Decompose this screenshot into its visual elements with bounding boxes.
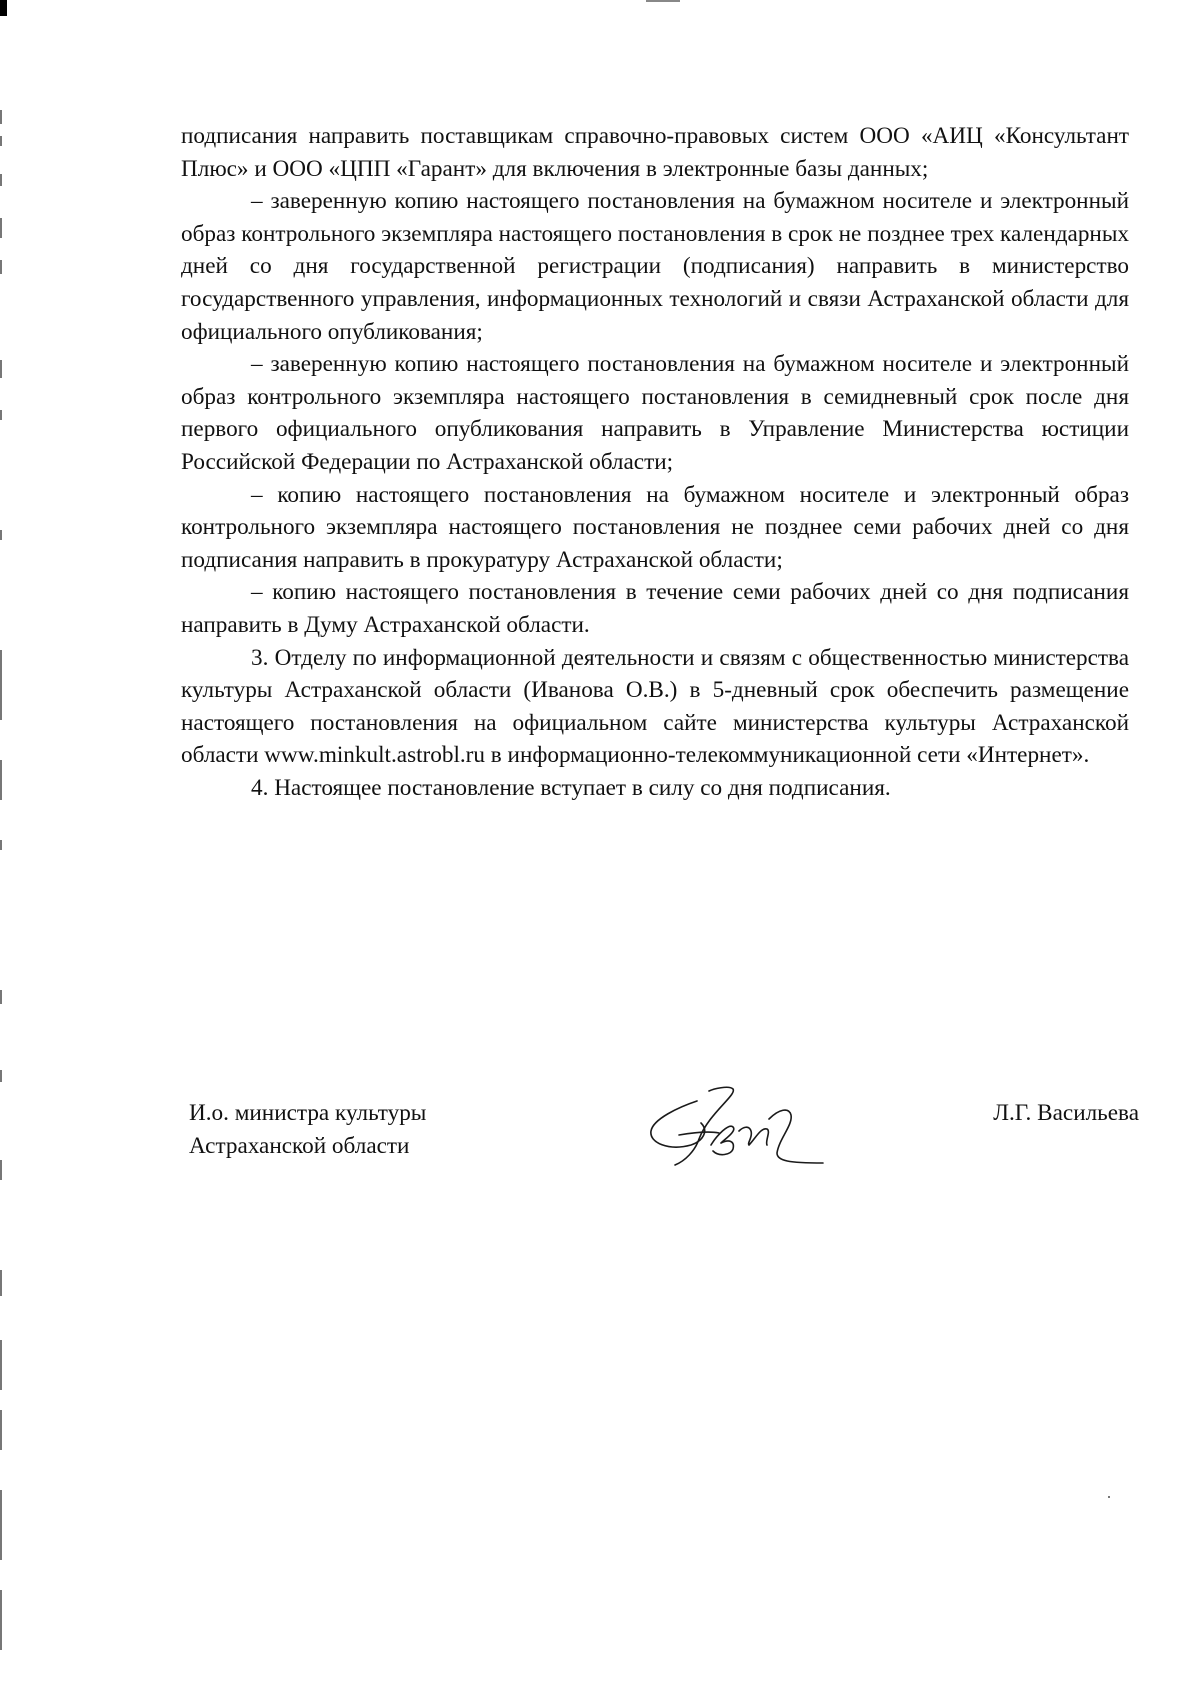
paragraph-item-prosecutor: – копию настоящего постановления на бумажном носителе и электронный образ контрольного экземпляра настоящего постановления не позднее семи рабочих дней со дня подписания направить в прокуратуру Астраханской области; [181,481,1129,573]
scan-artifact-corner [0,0,7,16]
paragraph-point-3: 3. Отделу по информационной деятельности и связям с общественностью министерства культуры Астраханской области (Иванова О.В.) в 5-дневный срок обеспечить размещение настоящего постановления на официальном сайте министерства культуры Астраханской области www.minkult.astrobl.ru в информационно-телекоммуникационной сети «Интернет». [181,644,1129,769]
handwritten-signature-icon [639,1079,829,1179]
scan-artifact-top [646,0,680,2]
paragraph-continuation: подписания направить поставщикам справочно-правовых систем ООО «АИЦ «Консультант Плюс» и ООО «ЦПП «Гарант» для включения в электронные базы данных; [181,123,1129,182]
signature-block [189,1097,1149,1197]
signer-name: Л.Г. Васильева [993,1100,1139,1126]
paragraph-item-duma: – копию настоящего постановления в течение семи рабочих дней со дня подписания направить в Думу Астраханской области. [181,579,1129,638]
paragraph-item-ministry-publication: – заверенную копию настоящего постановления на бумажном носителе и электронный образ контрольного экземпляра настоящего постановления в срок не позднее трех календарных дней со дня государственной регистрации (подписания) направить в министерство государственного управления, информационных технологий и связи Астраханской области для официального опубликования; [181,188,1129,345]
signer-position [189,1097,519,1162]
signer-position-line1: И.о. министра культуры [189,1100,427,1126]
document-body [181,120,1129,804]
scan-artifact-dot [1108,1496,1110,1498]
signer-position-line2: Астраханской области [189,1132,410,1159]
scan-artifact-edge [0,110,3,1694]
paragraph-point-4: 4. Настоящее постановление вступает в силу со дня подписания. [251,774,891,801]
paragraph-item-justice-ministry: – заверенную копию настоящего постановления на бумажном носителе и электронный образ контрольного экземпляра настоящего постановления в семидневный срок после дня первого официального опубликования направить в Управление Министерства юстиции Российской Федерации по Астраханской области; [181,351,1129,475]
